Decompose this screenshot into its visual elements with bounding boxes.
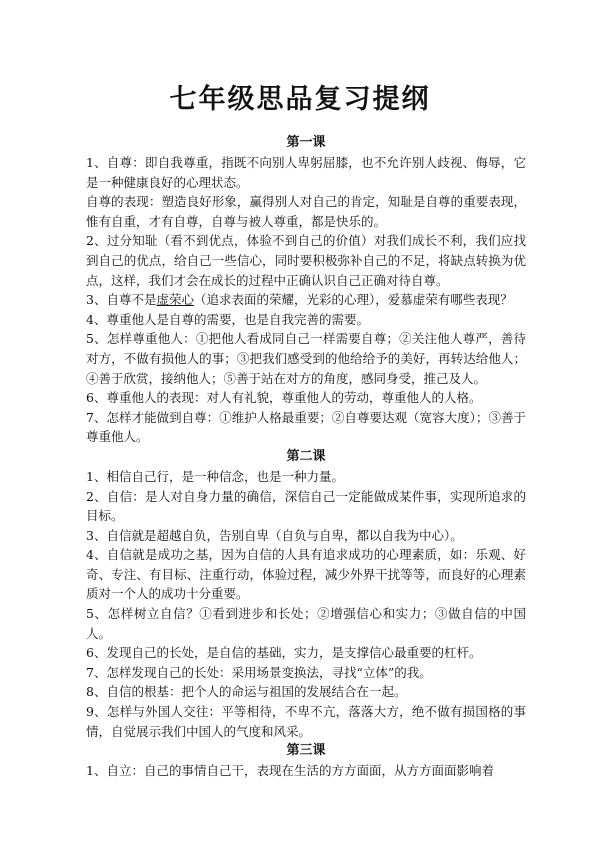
lesson1-item-2: 2、过分知耻（看不到优点，体验不到自己的价值）对我们成长不利，我们应找到自己的优点，给自己一些信心，同时要积极弥补自己的不足，将缺点转换为优点，这样，我们才会在成长的过程中正确认识自己正确对待自尊。 [86,233,526,288]
lesson2-item-2: 2、自信：是人对自身力量的确信，深信自己一定能做成某件事，实现所追求的目标。 [86,488,526,524]
section-heading-lesson-3: 第三课 [286,743,326,759]
lesson1-item-7: 7、怎样才能做到自尊：①维护人格最重要；②自尊要达观（宽容大度）；③善于尊重他人。 [86,409,526,445]
item3-prefix: 3、自尊不是 [86,292,157,308]
lesson2-item-7: 7、怎样发现自己的长处：采用场景变换法，寻找“立体”的我。 [86,664,432,680]
lesson1-item-1: 1、自尊：即自我尊重，指既不向别人卑躬屈膝，也不允许别人歧视、侮辱，它是一种健康良好的心理状态。 [86,155,526,190]
section-heading-lesson-1: 第一课 [286,135,326,150]
document-body [86,133,526,781]
lesson1-item-6: 6、尊重他人的表现：对人有礼貌，尊重他人的劳动，尊重他人的人格。 [86,390,482,406]
lesson2-item-4: 4、自信就是成功之基，因为自信的人具有追求成功的心理素质，如：乐观、好奇、专注、有目标、注重行动，体验过程，减少外界干扰等等，而良好的心理素质对一个人的成功十分重要。 [86,547,526,602]
section-heading-lesson-2: 第二课 [286,448,326,464]
lesson2-item-8: 8、自信的根基：把个人的命运与祖国的发展结合在一起。 [86,684,407,700]
page-title: 七年级思品复习提纲 [169,84,431,115]
lesson2-item-9: 9、怎样与外国人交往：平等相待，不卑不亢，落落大方，绝不做有损国格的事情，自觉展示我们中国人的气度和风采。 [86,704,526,739]
lesson2-item-1: 1、相信自己行，是一种信念，也是一种力量。 [86,468,344,484]
lesson1-item-3 [86,290,526,310]
item3-suffix: （追求表面的荣耀，光彩的心理），爱慕虚荣有哪些表现？ [193,292,513,308]
lesson1-item-5: 5、怎样尊重他人：①把他人看成同自己一样需要自尊；②关注他人尊严，善待对方，不做有损他人的事；③把我们感受到的他给给予的美好，再转达给他人；④善于欣赏，接纳他人；⑤善于站在对方的角度，感同身受，推己及人。 [86,331,526,386]
item3-underlined-term: 虚荣心 [156,292,194,308]
lesson2-item-3: 3、自信就是超越自负，告别自卑（自负与自卑，都以自我为中心）。 [86,527,463,543]
lesson1-self-respect-expression: 自尊的表现：塑造良好形象，赢得别人对自己的肯定，知耻是自尊的重要表现，惟有自重，才有自尊，自尊与被人尊重，都是快乐的。 [86,194,526,229]
lesson2-item-6: 6、发现自己的长处，是自信的基础，实力，是支撑信心最重要的杠杆。 [86,645,482,661]
lesson1-item-4: 4、尊重他人是自尊的需要，也是自我完善的需要。 [86,311,369,327]
lesson2-item-5: 5、怎样树立自信？①看到进步和长处；②增强信心和实力；③做自信的中国人。 [86,606,526,641]
lesson3-item-1: 1、自立：自己的事情自己干，表现在生活的方方面面，从方方面面影响着 [86,763,494,779]
